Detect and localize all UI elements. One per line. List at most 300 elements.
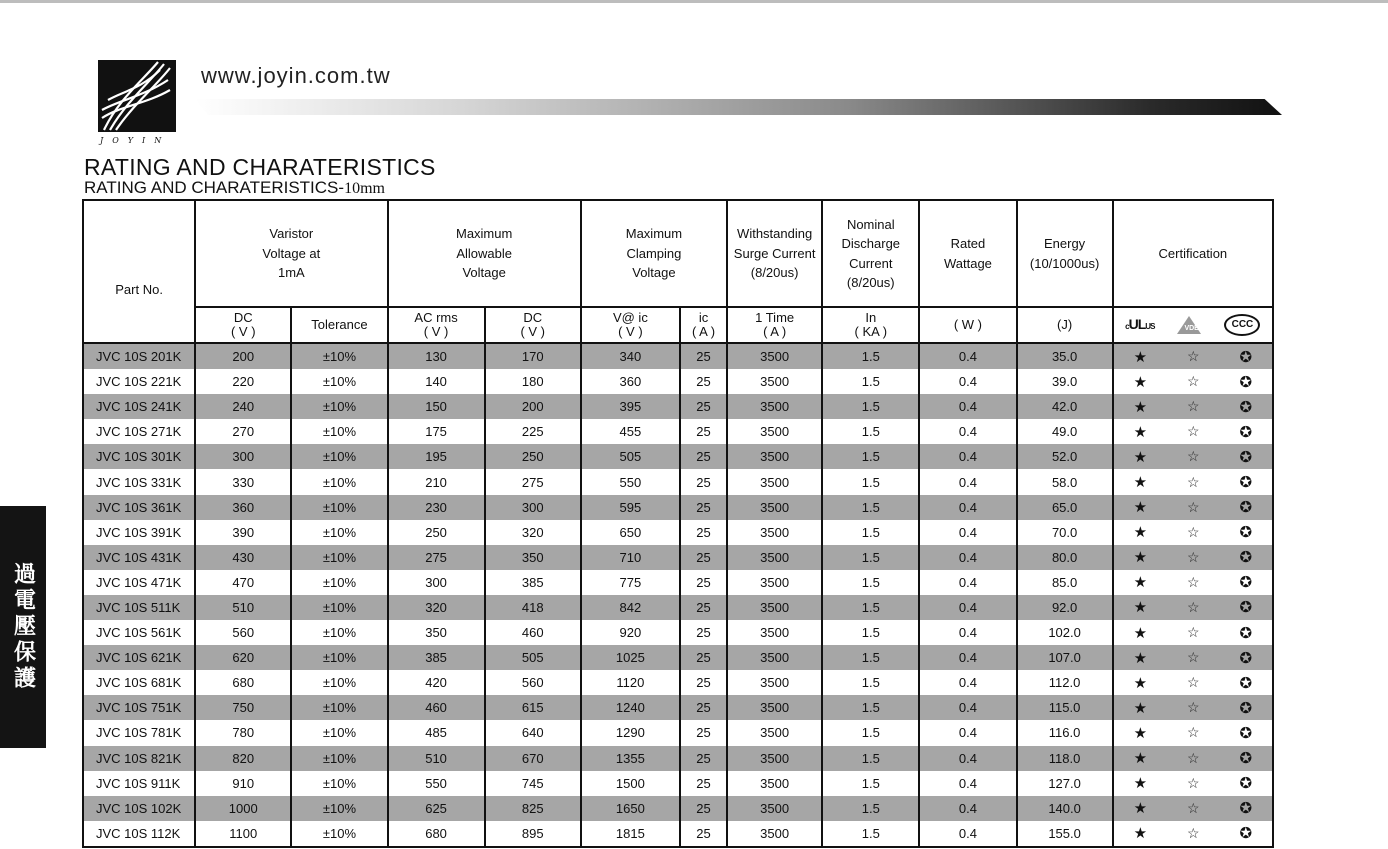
subheader-tolerance bbox=[291, 307, 387, 343]
vde-star-icon: ☆ bbox=[1186, 473, 1200, 490]
ccc-logo-icon: CCC bbox=[1224, 314, 1260, 336]
cell-certification bbox=[1113, 595, 1273, 620]
cell-w: 0.4 bbox=[919, 343, 1016, 369]
subheader-v-ic bbox=[581, 307, 680, 343]
cell-in: 1.5 bbox=[822, 419, 919, 444]
cell-in: 1.5 bbox=[822, 771, 919, 796]
vde-star-icon: ☆ bbox=[1186, 398, 1200, 415]
subheader-w-text: ( W ) bbox=[953, 317, 983, 332]
cell-dc2: 225 bbox=[485, 419, 581, 444]
cell-dc: 390 bbox=[195, 520, 291, 545]
table-row bbox=[83, 796, 1273, 821]
cell-in: 1.5 bbox=[822, 620, 919, 645]
cell-part-no: JVC 10S 391K bbox=[83, 520, 195, 545]
cell-certification bbox=[1113, 720, 1273, 745]
cell-in: 1.5 bbox=[822, 545, 919, 570]
cell-w: 0.4 bbox=[919, 394, 1016, 419]
cell-dc: 560 bbox=[195, 620, 291, 645]
ccc-badge-icon: ✪ bbox=[1239, 549, 1253, 567]
cell-ic: 25 bbox=[680, 746, 727, 771]
cell-in: 1.5 bbox=[822, 595, 919, 620]
cell-w: 0.4 bbox=[919, 545, 1016, 570]
cell-tol: ±10% bbox=[291, 595, 387, 620]
header-rated-wattage bbox=[919, 200, 1016, 307]
cell-ac: 230 bbox=[388, 495, 485, 520]
table-row bbox=[83, 821, 1273, 847]
cell-dc: 510 bbox=[195, 595, 291, 620]
cell-j: 58.0 bbox=[1017, 469, 1113, 494]
cell-in: 1.5 bbox=[822, 720, 919, 745]
vde-star-icon: ☆ bbox=[1186, 624, 1200, 641]
cell-j: 39.0 bbox=[1017, 369, 1113, 394]
cell-surge: 3500 bbox=[727, 645, 822, 670]
ul-star-icon: ★ bbox=[1133, 524, 1148, 542]
ccc-badge-icon: ✪ bbox=[1239, 674, 1253, 692]
cell-dc2: 460 bbox=[485, 620, 581, 645]
cell-vic: 340 bbox=[581, 343, 680, 369]
header-nominal-discharge-text: Nominal Discharge Current (8/20us) bbox=[841, 216, 901, 290]
ccc-badge-icon: ✪ bbox=[1239, 599, 1253, 617]
cell-ac: 350 bbox=[388, 620, 485, 645]
ccc-badge-icon: ✪ bbox=[1239, 373, 1253, 391]
cell-ic: 25 bbox=[680, 394, 727, 419]
cell-part-no: JVC 10S 241K bbox=[83, 394, 195, 419]
cell-vic: 360 bbox=[581, 369, 680, 394]
cell-part-no: JVC 10S 821K bbox=[83, 746, 195, 771]
cell-ac: 275 bbox=[388, 545, 485, 570]
cell-ac: 385 bbox=[388, 645, 485, 670]
subheader-j-text: (J) bbox=[1057, 317, 1073, 332]
cell-in: 1.5 bbox=[822, 444, 919, 469]
cell-in: 1.5 bbox=[822, 520, 919, 545]
cell-ic: 25 bbox=[680, 369, 727, 394]
vde-star-icon: ☆ bbox=[1186, 448, 1200, 465]
rating-table bbox=[82, 199, 1274, 848]
ul-star-icon: ★ bbox=[1133, 474, 1148, 492]
cell-dc2: 275 bbox=[485, 469, 581, 494]
subheader-in-text: In ( KA ) bbox=[854, 310, 888, 339]
vde-star-icon: ☆ bbox=[1186, 498, 1200, 515]
header-max-allowable bbox=[388, 200, 581, 307]
table-row bbox=[83, 695, 1273, 720]
cell-j: 35.0 bbox=[1017, 343, 1113, 369]
cell-certification bbox=[1113, 670, 1273, 695]
cell-in: 1.5 bbox=[822, 821, 919, 847]
cell-ic: 25 bbox=[680, 720, 727, 745]
cell-tol: ±10% bbox=[291, 645, 387, 670]
cell-certification bbox=[1113, 645, 1273, 670]
cell-in: 1.5 bbox=[822, 645, 919, 670]
ccc-badge-icon: ✪ bbox=[1239, 524, 1253, 542]
cell-ic: 25 bbox=[680, 796, 727, 821]
cell-dc: 750 bbox=[195, 695, 291, 720]
cell-certification bbox=[1113, 444, 1273, 469]
joyin-logo bbox=[98, 60, 176, 132]
cell-surge: 3500 bbox=[727, 343, 822, 369]
header-certification-text: Certification bbox=[1158, 245, 1228, 261]
table-row bbox=[83, 720, 1273, 745]
subheader-v-ic-text: V@ ic ( V ) bbox=[612, 310, 648, 339]
subheader-dc2-text: DC ( V ) bbox=[520, 310, 546, 339]
cell-j: 155.0 bbox=[1017, 821, 1113, 847]
subheader-ic-text: ic ( A ) bbox=[691, 310, 716, 339]
vde-star-icon: ☆ bbox=[1186, 573, 1200, 590]
ul-star-icon: ★ bbox=[1133, 373, 1148, 391]
table-row bbox=[83, 645, 1273, 670]
cell-ac: 195 bbox=[388, 444, 485, 469]
cell-dc: 300 bbox=[195, 444, 291, 469]
cell-ic: 25 bbox=[680, 495, 727, 520]
cell-dc: 220 bbox=[195, 369, 291, 394]
cell-j: 65.0 bbox=[1017, 495, 1113, 520]
ul-star-icon: ★ bbox=[1133, 423, 1148, 441]
ccc-badge-icon: ✪ bbox=[1239, 423, 1253, 441]
cell-w: 0.4 bbox=[919, 520, 1016, 545]
cell-vic: 842 bbox=[581, 595, 680, 620]
cell-dc: 820 bbox=[195, 746, 291, 771]
subheader-ac-rms bbox=[388, 307, 485, 343]
cell-dc2: 180 bbox=[485, 369, 581, 394]
cell-certification bbox=[1113, 469, 1273, 494]
cell-dc2: 320 bbox=[485, 520, 581, 545]
page-title: RATING AND CHARATERISTICS bbox=[84, 154, 436, 180]
cell-ic: 25 bbox=[680, 771, 727, 796]
ul-star-icon: ★ bbox=[1133, 624, 1148, 642]
cell-in: 1.5 bbox=[822, 343, 919, 369]
cell-j: 112.0 bbox=[1017, 670, 1113, 695]
ul-star-icon: ★ bbox=[1133, 699, 1148, 717]
ul-star-icon: ★ bbox=[1133, 448, 1148, 466]
cell-surge: 3500 bbox=[727, 595, 822, 620]
cell-surge: 3500 bbox=[727, 771, 822, 796]
cell-ic: 25 bbox=[680, 520, 727, 545]
cell-j: 70.0 bbox=[1017, 520, 1113, 545]
table-row bbox=[83, 746, 1273, 771]
cell-j: 49.0 bbox=[1017, 419, 1113, 444]
cell-vic: 1240 bbox=[581, 695, 680, 720]
vde-star-icon: ☆ bbox=[1186, 548, 1200, 565]
cell-ic: 25 bbox=[680, 570, 727, 595]
cell-vic: 455 bbox=[581, 419, 680, 444]
ul-star-icon: ★ bbox=[1133, 724, 1148, 742]
cell-vic: 505 bbox=[581, 444, 680, 469]
cell-dc: 430 bbox=[195, 545, 291, 570]
cell-ac: 250 bbox=[388, 520, 485, 545]
table-row bbox=[83, 670, 1273, 695]
ccc-badge-icon: ✪ bbox=[1239, 474, 1253, 492]
ul-star-icon: ★ bbox=[1133, 775, 1148, 793]
vde-star-icon: ☆ bbox=[1186, 799, 1200, 816]
cell-surge: 3500 bbox=[727, 570, 822, 595]
cell-surge: 3500 bbox=[727, 545, 822, 570]
cell-surge: 3500 bbox=[727, 670, 822, 695]
vde-star-icon: ☆ bbox=[1186, 724, 1200, 741]
cell-w: 0.4 bbox=[919, 495, 1016, 520]
subheader-one-time bbox=[727, 307, 822, 343]
ccc-badge-icon: ✪ bbox=[1239, 448, 1253, 466]
cell-dc: 680 bbox=[195, 670, 291, 695]
cell-ac: 175 bbox=[388, 419, 485, 444]
cell-j: 116.0 bbox=[1017, 720, 1113, 745]
cell-vic: 650 bbox=[581, 520, 680, 545]
cell-ac: 625 bbox=[388, 796, 485, 821]
table-row bbox=[83, 570, 1273, 595]
cell-dc2: 200 bbox=[485, 394, 581, 419]
cell-tol: ±10% bbox=[291, 771, 387, 796]
table-row bbox=[83, 620, 1273, 645]
cell-ic: 25 bbox=[680, 620, 727, 645]
side-tab-overvoltage-protection[interactable] bbox=[0, 506, 46, 748]
subheader-ic bbox=[680, 307, 727, 343]
ul-star-icon: ★ bbox=[1133, 549, 1148, 567]
header-max-clamping bbox=[581, 200, 727, 307]
cell-vic: 1650 bbox=[581, 796, 680, 821]
website-url[interactable]: www.joyin.com.tw bbox=[201, 63, 391, 88]
vde-logo-icon bbox=[1177, 316, 1201, 334]
ul-star-icon: ★ bbox=[1133, 800, 1148, 818]
cell-ic: 25 bbox=[680, 419, 727, 444]
cell-ac: 485 bbox=[388, 720, 485, 745]
cell-vic: 1025 bbox=[581, 645, 680, 670]
cell-ac: 550 bbox=[388, 771, 485, 796]
cell-surge: 3500 bbox=[727, 620, 822, 645]
table-row bbox=[83, 545, 1273, 570]
cell-certification bbox=[1113, 520, 1273, 545]
ccc-badge-icon: ✪ bbox=[1239, 499, 1253, 517]
cell-dc2: 670 bbox=[485, 746, 581, 771]
ul-star-icon: ★ bbox=[1133, 348, 1148, 366]
vde-star-icon: ☆ bbox=[1186, 348, 1200, 365]
header-withstanding-surge-text: Withstanding Surge Current (8/20us) bbox=[733, 226, 816, 281]
cell-vic: 1290 bbox=[581, 720, 680, 745]
cell-j: 52.0 bbox=[1017, 444, 1113, 469]
header-certification bbox=[1113, 200, 1273, 307]
cell-certification bbox=[1113, 620, 1273, 645]
cell-tol: ±10% bbox=[291, 343, 387, 369]
header-part-no bbox=[83, 200, 195, 343]
ul-star-icon: ★ bbox=[1133, 750, 1148, 768]
cell-vic: 775 bbox=[581, 570, 680, 595]
cell-part-no: JVC 10S 911K bbox=[83, 771, 195, 796]
header-max-allowable-text: Maximum Allowable Voltage bbox=[455, 226, 513, 281]
table-row bbox=[83, 595, 1273, 620]
cell-certification bbox=[1113, 369, 1273, 394]
cell-tol: ±10% bbox=[291, 821, 387, 847]
cell-surge: 3500 bbox=[727, 520, 822, 545]
cell-dc: 270 bbox=[195, 419, 291, 444]
cell-dc2: 825 bbox=[485, 796, 581, 821]
side-tab-label: 過電壓保護 bbox=[10, 562, 36, 692]
cell-ic: 25 bbox=[680, 444, 727, 469]
subheader-one-time-text: 1 Time ( A ) bbox=[755, 310, 795, 339]
ccc-badge-icon: ✪ bbox=[1239, 649, 1253, 667]
cell-tol: ±10% bbox=[291, 796, 387, 821]
cell-ac: 460 bbox=[388, 695, 485, 720]
ul-star-icon: ★ bbox=[1133, 599, 1148, 617]
subtitle-size: 10mm bbox=[344, 180, 385, 197]
header-max-clamping-text: Maximum Clamping Voltage bbox=[625, 226, 683, 281]
cell-part-no: JVC 10S 301K bbox=[83, 444, 195, 469]
ul-star-icon: ★ bbox=[1133, 825, 1148, 843]
vde-star-icon: ☆ bbox=[1186, 598, 1200, 615]
cell-dc: 330 bbox=[195, 469, 291, 494]
cell-certification bbox=[1113, 343, 1273, 369]
cell-surge: 3500 bbox=[727, 821, 822, 847]
cell-certification bbox=[1113, 746, 1273, 771]
header-energy bbox=[1017, 200, 1113, 307]
cell-w: 0.4 bbox=[919, 746, 1016, 771]
cell-surge: 3500 bbox=[727, 444, 822, 469]
cell-ic: 25 bbox=[680, 670, 727, 695]
cell-j: 107.0 bbox=[1017, 645, 1113, 670]
vde-star-icon: ☆ bbox=[1186, 749, 1200, 766]
cell-surge: 3500 bbox=[727, 746, 822, 771]
subheader-dc2 bbox=[485, 307, 581, 343]
ul-star-icon: ★ bbox=[1133, 398, 1148, 416]
cell-w: 0.4 bbox=[919, 695, 1016, 720]
cell-ac: 130 bbox=[388, 343, 485, 369]
cell-dc2: 350 bbox=[485, 545, 581, 570]
cell-w: 0.4 bbox=[919, 369, 1016, 394]
cell-in: 1.5 bbox=[822, 796, 919, 821]
cell-surge: 3500 bbox=[727, 720, 822, 745]
cell-j: 80.0 bbox=[1017, 545, 1113, 570]
cell-j: 115.0 bbox=[1017, 695, 1113, 720]
header-energy-text: Energy (10/1000us) bbox=[1029, 236, 1100, 271]
cell-in: 1.5 bbox=[822, 469, 919, 494]
cell-tol: ±10% bbox=[291, 620, 387, 645]
cell-certification bbox=[1113, 796, 1273, 821]
subheader-w bbox=[919, 307, 1016, 343]
cell-w: 0.4 bbox=[919, 620, 1016, 645]
header-withstanding-surge bbox=[727, 200, 822, 307]
cell-dc2: 560 bbox=[485, 670, 581, 695]
cell-tol: ±10% bbox=[291, 369, 387, 394]
cell-certification bbox=[1113, 570, 1273, 595]
vde-star-icon: ☆ bbox=[1186, 649, 1200, 666]
vde-star-icon: ☆ bbox=[1186, 373, 1200, 390]
table-row bbox=[83, 394, 1273, 419]
cell-tol: ±10% bbox=[291, 469, 387, 494]
cell-tol: ±10% bbox=[291, 695, 387, 720]
table-row bbox=[83, 520, 1273, 545]
header-nominal-discharge bbox=[822, 200, 919, 307]
cell-dc2: 640 bbox=[485, 720, 581, 745]
cell-vic: 710 bbox=[581, 545, 680, 570]
subheader-j bbox=[1017, 307, 1113, 343]
page-subtitle bbox=[84, 178, 385, 198]
cell-j: 127.0 bbox=[1017, 771, 1113, 796]
ul-star-icon: ★ bbox=[1133, 499, 1148, 517]
cell-vic: 1355 bbox=[581, 746, 680, 771]
cell-dc2: 385 bbox=[485, 570, 581, 595]
subtitle-text: RATING AND CHARATERISTICS- bbox=[84, 178, 345, 197]
cell-ac: 680 bbox=[388, 821, 485, 847]
cell-part-no: JVC 10S 681K bbox=[83, 670, 195, 695]
ccc-badge-icon: ✪ bbox=[1239, 398, 1253, 416]
cell-dc2: 250 bbox=[485, 444, 581, 469]
cell-ac: 300 bbox=[388, 570, 485, 595]
ccc-badge-icon: ✪ bbox=[1239, 348, 1253, 366]
cell-part-no: JVC 10S 201K bbox=[83, 343, 195, 369]
cell-dc2: 745 bbox=[485, 771, 581, 796]
cell-dc: 470 bbox=[195, 570, 291, 595]
subheader-tolerance-text: Tolerance bbox=[311, 317, 368, 332]
header-part-no-text: Part No. bbox=[115, 281, 163, 297]
ul-star-icon: ★ bbox=[1133, 649, 1148, 667]
vde-star-icon: ☆ bbox=[1186, 423, 1200, 440]
ccc-badge-icon: ✪ bbox=[1239, 825, 1253, 843]
cell-surge: 3500 bbox=[727, 495, 822, 520]
cell-in: 1.5 bbox=[822, 695, 919, 720]
cell-part-no: JVC 10S 471K bbox=[83, 570, 195, 595]
table-body bbox=[83, 343, 1273, 847]
ccc-badge-icon: ✪ bbox=[1239, 574, 1253, 592]
cell-w: 0.4 bbox=[919, 720, 1016, 745]
cell-part-no: JVC 10S 511K bbox=[83, 595, 195, 620]
cell-vic: 595 bbox=[581, 495, 680, 520]
cell-tol: ±10% bbox=[291, 746, 387, 771]
cell-surge: 3500 bbox=[727, 394, 822, 419]
cell-certification bbox=[1113, 545, 1273, 570]
ccc-badge-icon: ✪ bbox=[1239, 750, 1253, 768]
vde-star-icon: ☆ bbox=[1186, 699, 1200, 716]
cell-certification bbox=[1113, 771, 1273, 796]
cell-tol: ±10% bbox=[291, 520, 387, 545]
ccc-badge-icon: ✪ bbox=[1239, 724, 1253, 742]
vde-star-icon: ☆ bbox=[1186, 523, 1200, 540]
cell-dc: 780 bbox=[195, 720, 291, 745]
cell-in: 1.5 bbox=[822, 746, 919, 771]
cell-tol: ±10% bbox=[291, 394, 387, 419]
cell-ac: 510 bbox=[388, 746, 485, 771]
cell-w: 0.4 bbox=[919, 469, 1016, 494]
cell-ic: 25 bbox=[680, 545, 727, 570]
cell-w: 0.4 bbox=[919, 645, 1016, 670]
cell-in: 1.5 bbox=[822, 570, 919, 595]
vde-star-icon: ☆ bbox=[1186, 774, 1200, 791]
cell-in: 1.5 bbox=[822, 670, 919, 695]
subheader-cert-logos bbox=[1113, 307, 1273, 343]
cell-certification bbox=[1113, 394, 1273, 419]
cell-certification bbox=[1113, 495, 1273, 520]
table-row bbox=[83, 495, 1273, 520]
cell-ac: 140 bbox=[388, 369, 485, 394]
cell-certification bbox=[1113, 821, 1273, 847]
cell-dc: 1000 bbox=[195, 796, 291, 821]
cell-dc2: 418 bbox=[485, 595, 581, 620]
cell-part-no: JVC 10S 221K bbox=[83, 369, 195, 394]
cell-tol: ±10% bbox=[291, 670, 387, 695]
ul-star-icon: ★ bbox=[1133, 574, 1148, 592]
cell-ic: 25 bbox=[680, 645, 727, 670]
cell-j: 42.0 bbox=[1017, 394, 1113, 419]
cell-part-no: JVC 10S 561K bbox=[83, 620, 195, 645]
cell-j: 85.0 bbox=[1017, 570, 1113, 595]
cell-vic: 395 bbox=[581, 394, 680, 419]
cell-surge: 3500 bbox=[727, 695, 822, 720]
cell-dc2: 170 bbox=[485, 343, 581, 369]
cell-ac: 210 bbox=[388, 469, 485, 494]
cell-tol: ±10% bbox=[291, 444, 387, 469]
table-row bbox=[83, 444, 1273, 469]
cell-dc: 240 bbox=[195, 394, 291, 419]
cell-w: 0.4 bbox=[919, 595, 1016, 620]
cell-dc2: 505 bbox=[485, 645, 581, 670]
cell-dc2: 300 bbox=[485, 495, 581, 520]
ul-logo-main: UL bbox=[1128, 315, 1146, 332]
cell-surge: 3500 bbox=[727, 469, 822, 494]
